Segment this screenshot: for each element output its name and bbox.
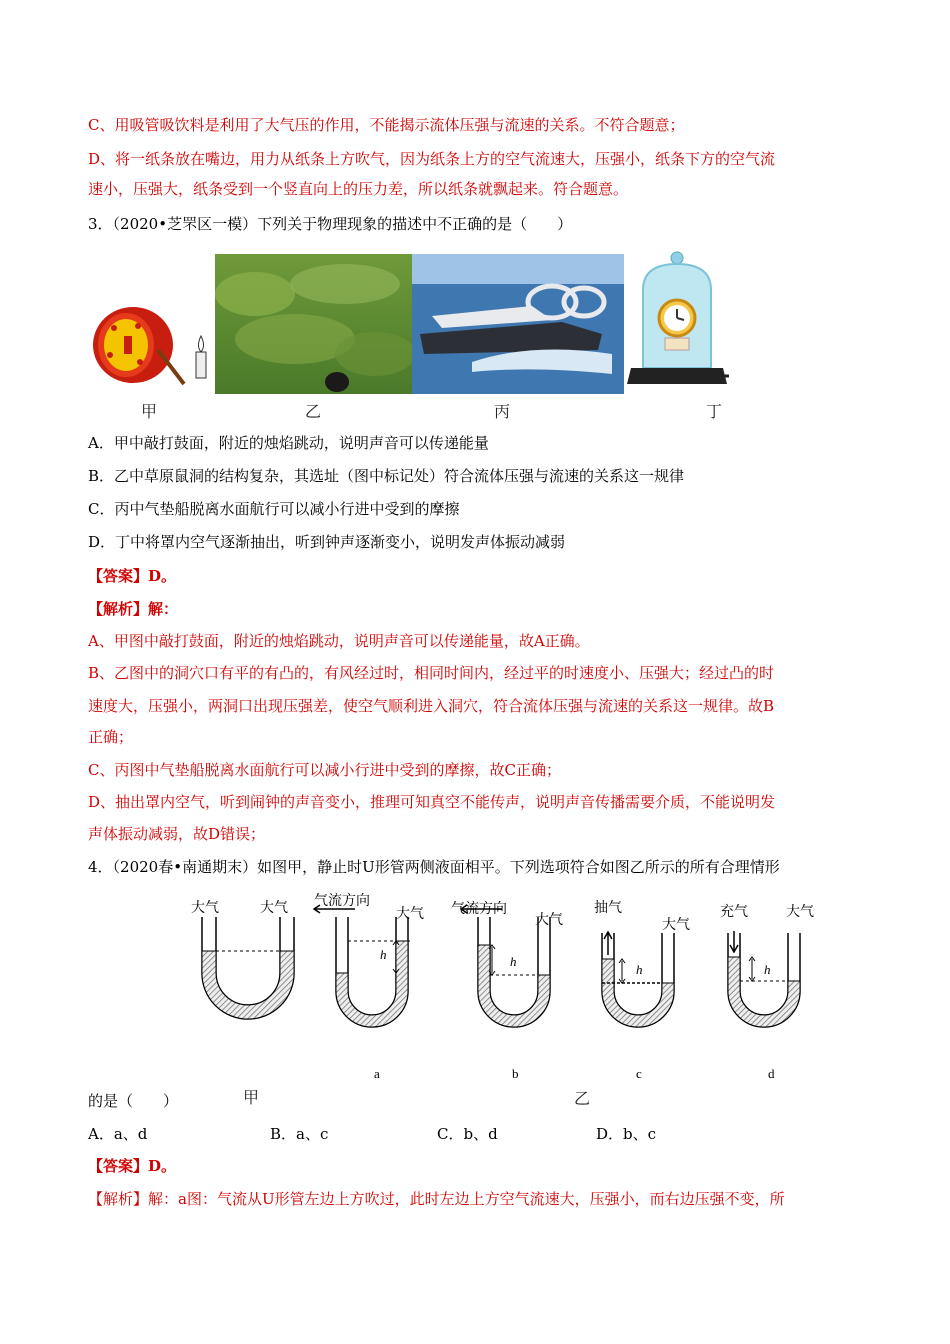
label-daqi: 大气 (191, 900, 219, 916)
label-c: c (636, 1066, 642, 1081)
u-tube-figures (190, 895, 810, 1055)
label-chouqi: 抽气 (594, 900, 622, 916)
label-qiliu: 气流方向 (314, 893, 370, 909)
label-d: d (768, 1066, 775, 1081)
q3-analysis-line: 声体振动减弱，故D错误； (88, 825, 266, 843)
label-chongqi: 充气 (720, 904, 748, 920)
q3-option-b: B．乙中草原鼠洞的结构复杂，其选址（图中标记处）符合流体压强与流速的关系这一规律 (88, 467, 685, 485)
caption-yi: 乙 (305, 402, 322, 421)
label-yi: 乙 (574, 1089, 591, 1108)
label-h: h (764, 962, 771, 977)
q3-analysis-line: C、丙图中气垫船脱离水面航行可以减小行进中受到的摩擦，故C正确； (88, 761, 561, 779)
caption-bing: 丙 (494, 402, 511, 421)
label-qiliu: 气流方向 (451, 901, 507, 917)
q3-option-c: C．丙中气垫船脱离水面航行可以减小行进中受到的摩擦 (88, 500, 460, 518)
label-h: h (510, 954, 517, 969)
q3-stem: 3．（2020•芝罘区一模）下列关于物理现象的描述中不正确的是（ ） (88, 215, 573, 233)
label-daqi: 大气 (535, 912, 563, 928)
q3-analysis-line: 速度大，压强小，两洞口出现压强差，使空气顺利进入洞穴，符合流体压强与流速的关系这一规律。故B (88, 697, 775, 715)
label-h: h (380, 947, 387, 962)
caption-jia: 甲 (141, 402, 158, 421)
label-h: h (636, 962, 643, 977)
q3-option-d: D．丁中将罩内空气逐渐抽出，听到钟声逐渐变小，说明发声体振动减弱 (88, 533, 566, 551)
q3-analysis-head: 【解析】解： (88, 600, 179, 618)
u-tube-c (602, 932, 674, 1027)
hovercraft-figure (412, 254, 624, 394)
q3-option-a: A．甲中敲打鼓面，附近的烛焰跳动，说明声音可以传递能量 (88, 434, 489, 452)
q3-answer: 【答案】D。 (88, 567, 177, 585)
label-daqi: 大气 (662, 917, 690, 933)
q4-analysis: 【解析】解：a图：气流从U形管左边上方吹过，此时左边上方空气流速大，压强小，而右边压强不变，所 (88, 1190, 785, 1208)
label-jia: 甲 (243, 1088, 260, 1107)
caption-ding: 丁 (706, 402, 723, 421)
drum-candle-figure (88, 300, 213, 390)
q4-stem-2: 的是（ ） (88, 1092, 179, 1110)
q4-option-b: B．a、c (270, 1125, 329, 1143)
u-tube-jia (202, 917, 294, 1019)
q3-analysis-line: B、乙图中的洞穴口有平的有凸的，有风经过时，相同时间内，经过平的时速度小、压强大；经过凸的时 (88, 664, 775, 682)
grassland-burrow-figure (215, 254, 412, 394)
q3-analysis-line: D、抽出罩内空气，听到闹钟的声音变小，推理可知真空不能传声，说明声音传播需要介质，不能说明发 (88, 793, 776, 811)
u-tube-a (314, 905, 410, 1027)
bell-jar-clock-figure (625, 250, 730, 395)
label-daqi: 大气 (396, 906, 424, 922)
q4-option-d: D．b、c (596, 1125, 657, 1143)
label-b: b (512, 1066, 519, 1081)
q3-analysis-line: 正确； (88, 728, 134, 746)
q4-option-c: C．b、d (437, 1125, 498, 1143)
u-tube-d (728, 931, 800, 1027)
q4-answer: 【答案】D。 (88, 1157, 177, 1175)
q4-stem-1: 4．（2020春•南通期末）如图甲，静止时U形管两侧液面相平。下列选项符合如图乙所示的所有合理情形 (88, 858, 780, 876)
label-daqi: 大气 (260, 900, 288, 916)
label-daqi: 大气 (786, 904, 814, 920)
q2-option-d-analysis-2: 速小，压强大，纸条受到一个竖直向上的压力差，所以纸条就飘起来。符合题意。 (88, 180, 629, 198)
q4-option-a: A．a、d (88, 1125, 148, 1143)
q3-analysis-line: A、甲图中敲打鼓面，附近的烛焰跳动，说明声音可以传递能量，故A正确。 (88, 632, 590, 650)
label-a: a (374, 1066, 380, 1081)
q2-option-c-analysis: C、用吸管吸饮料是利用了大气压的作用，不能揭示流体压强与流速的关系。不符合题意； (88, 116, 685, 134)
q2-option-d-analysis-1: D、将一纸条放在嘴边，用力从纸条上方吹气，因为纸条上方的空气流速大，压强小，纸条下方的空气流 (88, 150, 776, 168)
